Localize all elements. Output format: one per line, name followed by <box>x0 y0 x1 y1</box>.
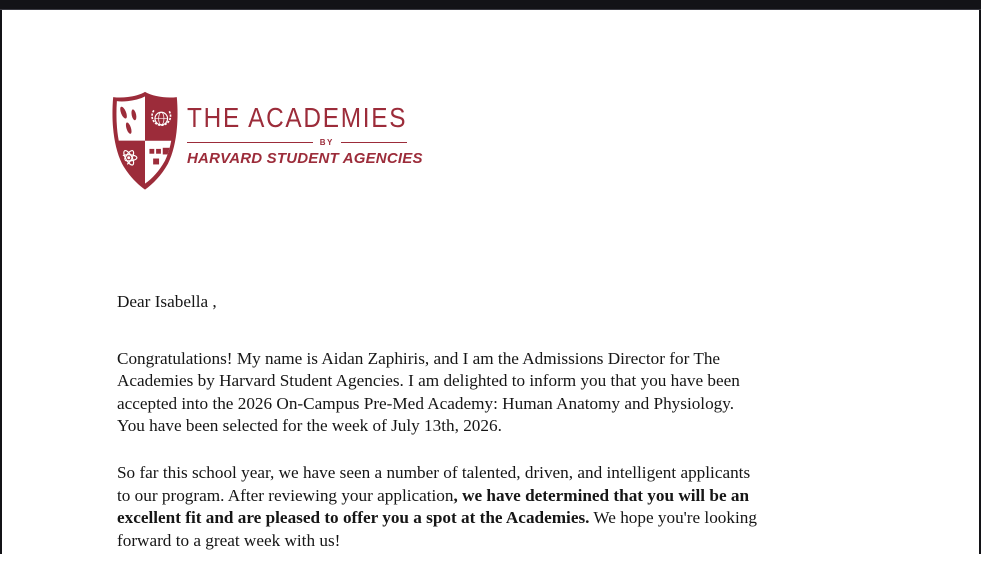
left-frame-edge <box>0 0 2 554</box>
window-top-bar <box>0 0 981 10</box>
logo-divider <box>187 138 407 147</box>
divider-rule-right <box>341 142 407 143</box>
salutation: Dear Isabella , <box>117 292 217 311</box>
logo-wordmark <box>187 102 423 168</box>
letter-paragraph-1: Congratulations! My name is Aidan Zaphiris, and I am the Admissions Director for The Academies by Harvard Student Agencies. I am delighted to inform you that you have been accepted into the 2026 On-Campus Pre-Med Academy: Human Anatomy and Physiology. You have been selected for the week of July 13th, 2026. <box>117 348 740 436</box>
logo-title: THE ACADEMIES <box>187 102 408 133</box>
crest-shield-icon <box>108 90 182 193</box>
letter-body <box>117 291 757 576</box>
academies-logo <box>108 90 438 200</box>
logo-by-label: BY <box>319 138 334 147</box>
divider-rule-left <box>187 142 313 143</box>
letter-paragraph-2: So far this school year, we have seen a number of talented, driven, and intelligent applicants to our program. After reviewing your application, we have determined that you will be an excellent fit and are pleased to offer you a spot at the Academies. We hope you're looking forward to a great week with us! <box>117 462 757 550</box>
logo-subtitle: HARVARD STUDENT AGENCIES <box>187 150 423 167</box>
